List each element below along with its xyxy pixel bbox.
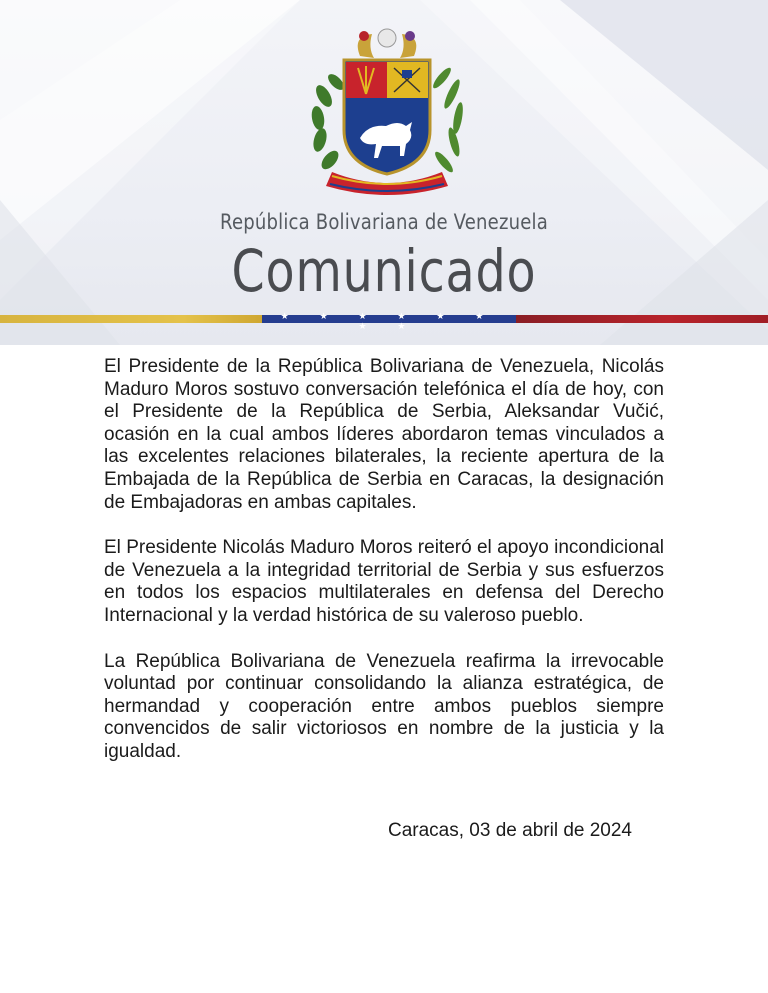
flag-stripe-red [516,315,768,323]
flag-stripe [0,312,768,332]
date-line: Caracas, 03 de abril de 2024 [388,820,632,841]
paragraph-3: La República Bolivariana de Venezuela reafirma la irrevocable voluntad por continuar consolidando la alianza estratégica, de hermandad y cooperación entre ambos pueblos siempre convencidos de salir victoriosos en nombre de la justicia y la igualdad. [104,650,664,762]
header-kicker: República Bolivariana de Venezuela [220,210,548,234]
page-title: Comunicado [231,237,537,305]
communique-body [104,356,664,787]
flag-stripe-yellow [0,315,262,323]
header-banner [0,0,768,345]
coat-of-arms-icon [302,26,472,198]
paragraph-1: El Presidente de la República Bolivariana de Venezuela, Nicolás Maduro Moros sostuvo conversación telefónica el día de hoy, con el Presidente de la República de Serbia, Aleksandar Vučić, ocasión en la cual ambos líderes abordaron temas vinculados a las excelentes relaciones bilaterales, la reciente apertura de la Embajada de la República de Serbia en Caracas, la designación de Embajadoras en ambas capitales. [104,356,664,513]
paragraph-2: El Presidente Nicolás Maduro Moros reiteró el apoyo incondicional de Venezuela a la integridad territorial de Serbia y sus esfuerzos en todos los espacios multilaterales en defensa del Derecho Internacional y la verdad histórica de su valeroso pueblo. [104,537,664,626]
stars-icon: ★ ★ ★ ★ ★ ★ ★ ★ [280,312,498,332]
flag-stripe-blue [262,312,516,332]
